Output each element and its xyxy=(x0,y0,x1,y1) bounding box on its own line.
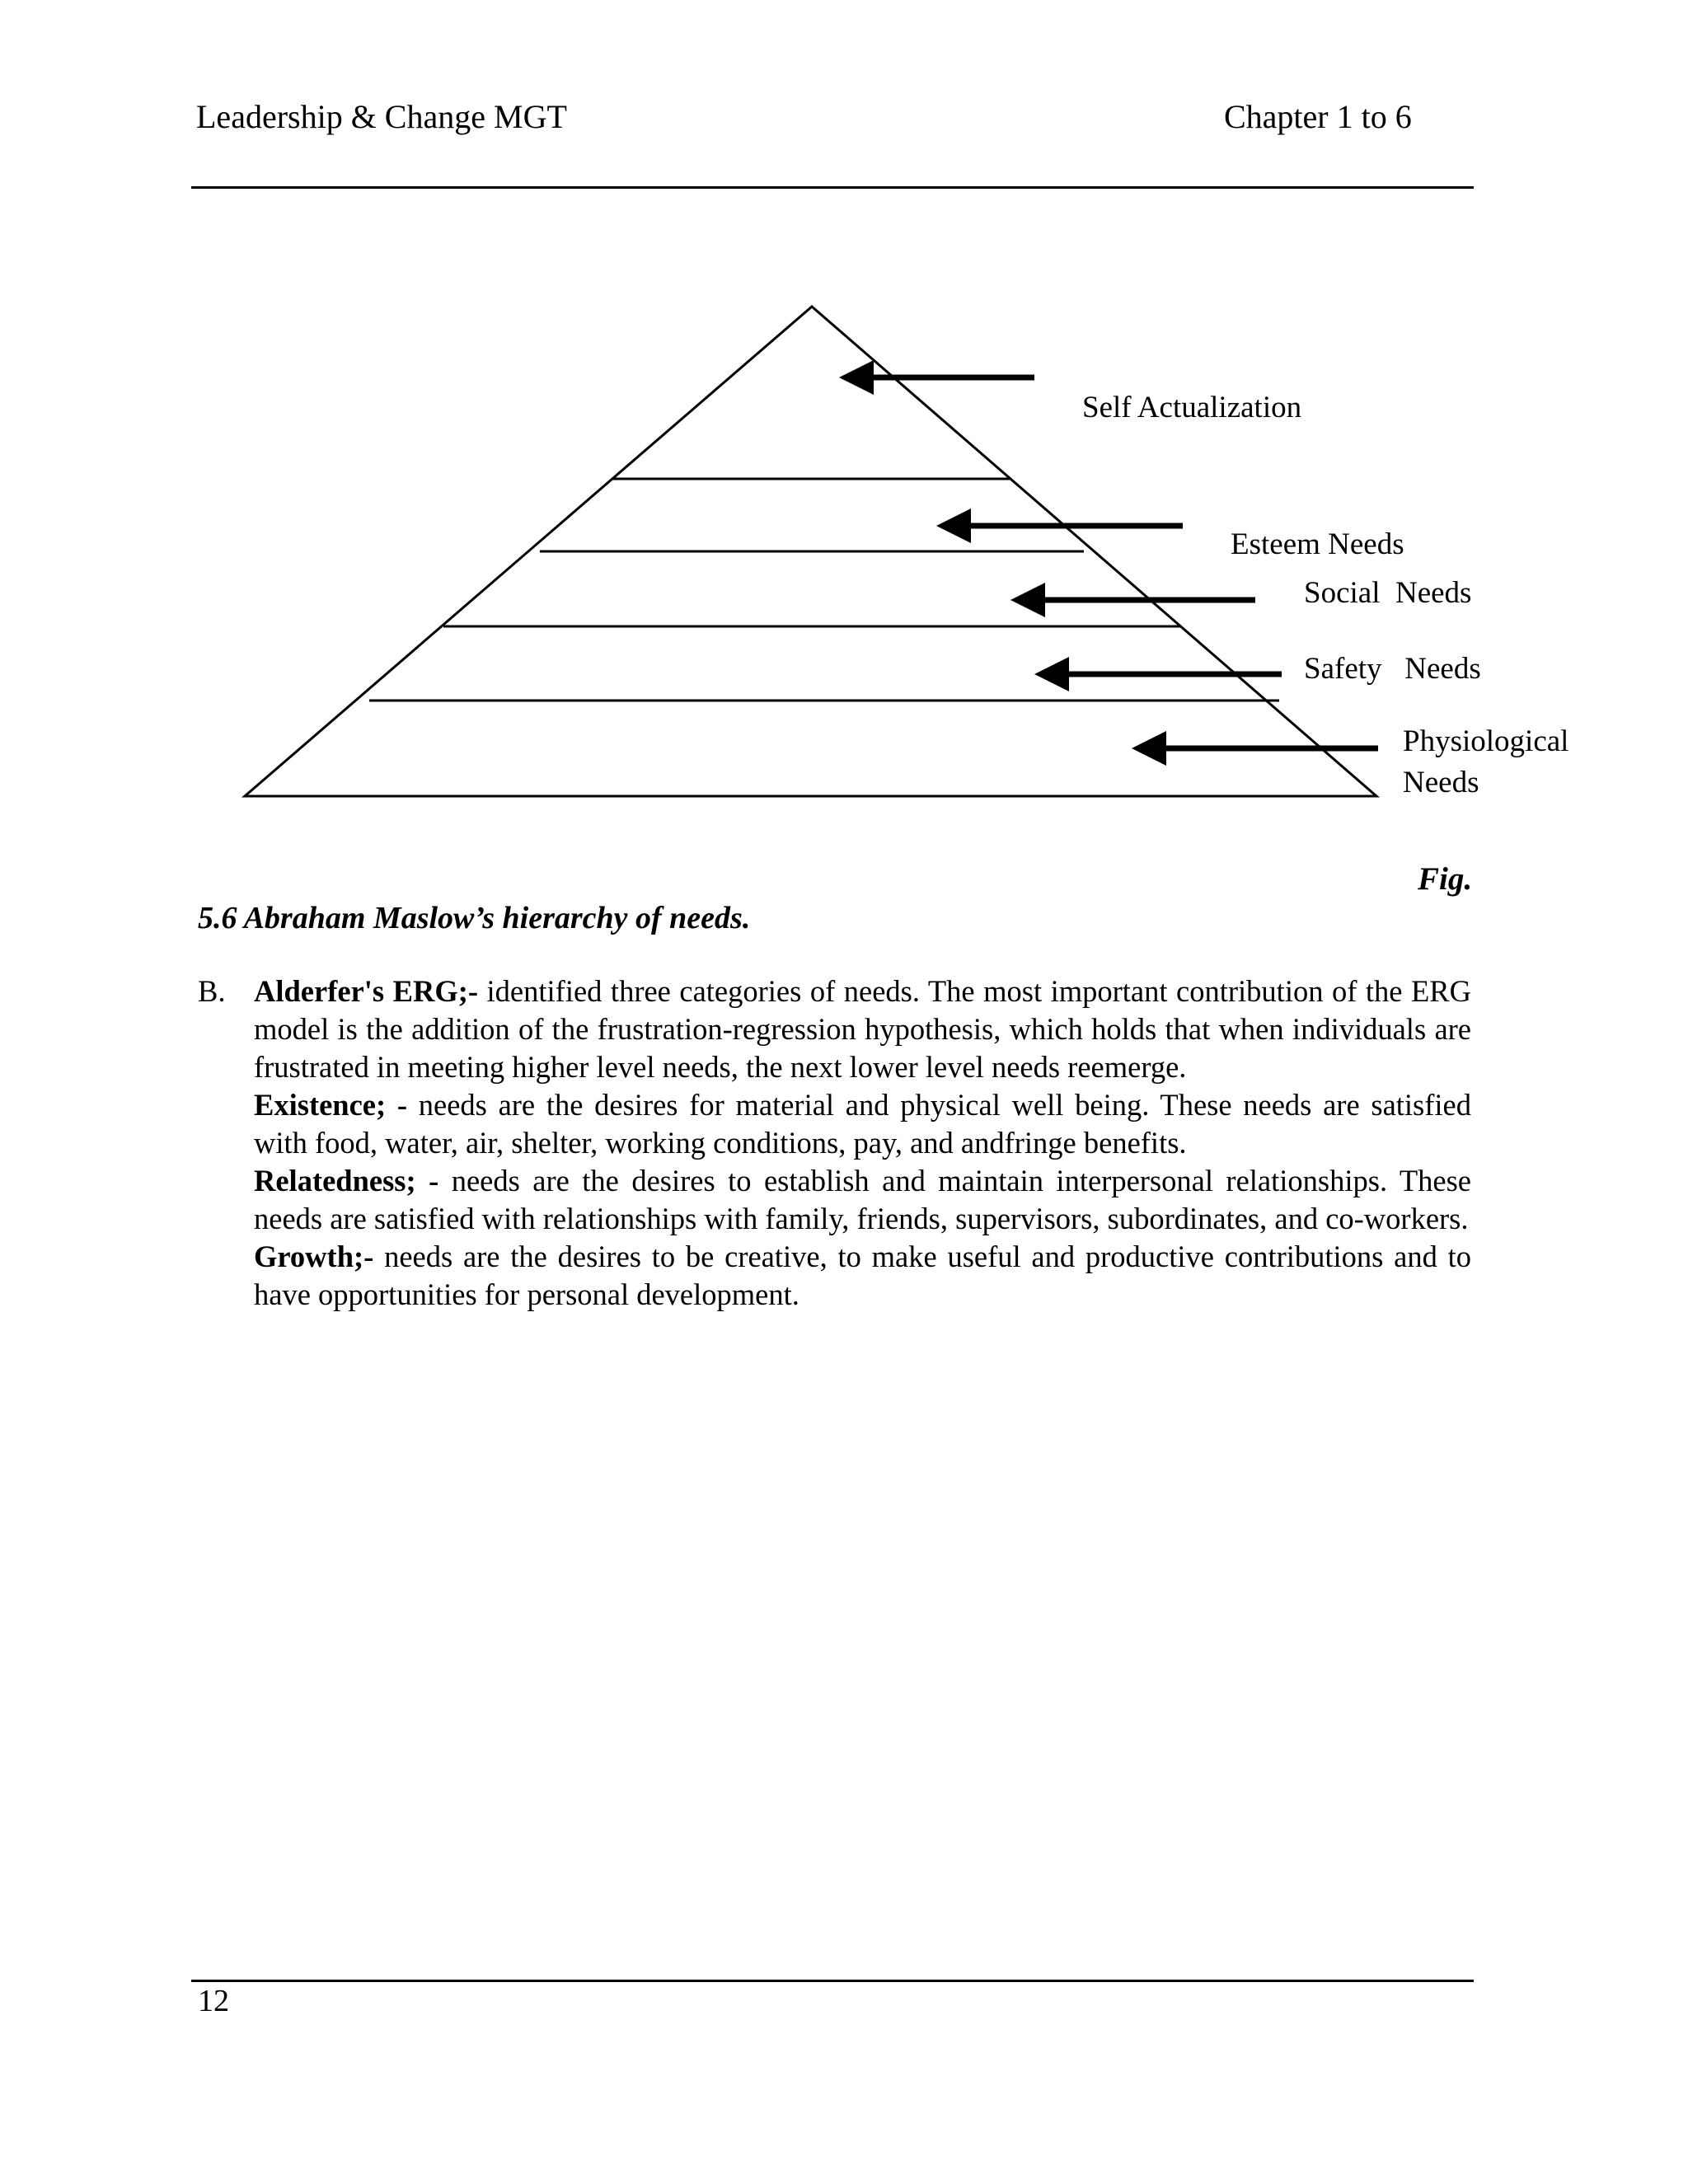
label-social-needs: Social Needs xyxy=(1304,576,1472,610)
page-number: 12 xyxy=(198,1984,229,2018)
term-alderfer-erg: Alderfer's ERG;- xyxy=(254,974,479,1008)
item-content xyxy=(254,972,1471,1314)
maslow-pyramid-diagram xyxy=(0,0,1688,824)
paragraph-existence xyxy=(254,1086,1471,1162)
label-physiological: Physiological xyxy=(1403,724,1569,758)
header-chapter: Chapter 1 to 6 xyxy=(1224,98,1412,135)
body-text xyxy=(198,972,1471,1314)
footer-rule xyxy=(191,1980,1474,1982)
paragraph-growth xyxy=(254,1238,1471,1314)
term-existence: Existence; - xyxy=(254,1088,408,1122)
term-growth: Growth;- xyxy=(254,1240,374,1273)
figure-caption: 5.6 Abraham Maslow’s hierarchy of needs. xyxy=(198,901,751,935)
text-alderfer-erg: identified three categories of needs. The most important contribution of the ERG model is the addition of the frustration-regression hypothesis, which holds that when individuals are frustrated in meeting higher level needs, the next lower level needs reemerge. xyxy=(254,974,1471,1084)
label-safety-needs: Safety Needs xyxy=(1304,652,1481,686)
figure-label: Fig. xyxy=(1418,861,1473,897)
term-relatedness: Relatedness; - xyxy=(254,1164,439,1197)
label-self-actualization: Self Actualization xyxy=(1082,391,1302,424)
text-relatedness: needs are the desires to establish and maintain interpersonal relationships. These needs are satisfied with relationships with family, friends, supervisors, subordinates, and co-workers. xyxy=(254,1164,1472,1235)
label-physiological-needs: Needs xyxy=(1403,766,1479,799)
header-title: Leadership & Change MGT xyxy=(196,98,567,135)
text-existence: needs are the desires for material and physical well being. These needs are satisfied with food, water, air, shelter, working conditions, pay, and andfringe benefits. xyxy=(254,1088,1472,1160)
item-marker: B. xyxy=(198,974,226,1008)
paragraph-relatedness xyxy=(254,1162,1471,1238)
text-growth: needs are the desires to be creative, to make useful and productive contributions and to have opportunities for personal development. xyxy=(254,1240,1471,1311)
paragraph-alderfer-erg xyxy=(254,972,1471,1086)
label-esteem-needs: Esteem Needs xyxy=(1231,527,1404,561)
